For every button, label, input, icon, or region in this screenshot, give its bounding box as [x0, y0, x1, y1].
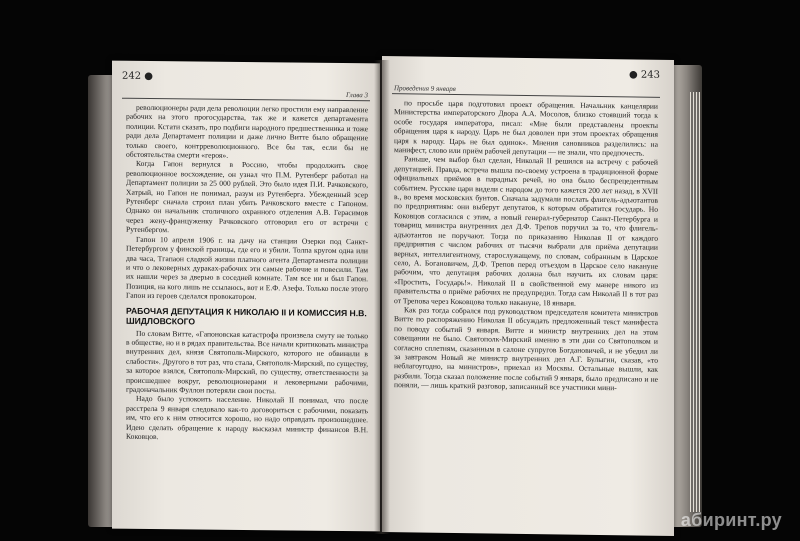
paragraph: по просьбе царя подготовил проект обращения. Начальник канцелярии Министерства императорского Двора А.А. Мосолов, близко стоявший тогда к особе государя императора, писал: «Мне были представлены проекты обращения царя к народу. Царь не был доволен при этом проектах обращения царя к народу. Царь не был одинок». Мнения сановников разделились: на манифест, слово или приём рабочей депутации — не знали, что предпочесть. [394, 98, 658, 158]
paragraph: По словам Витте, «Гапоновская катастрофа произвела смуту не только в обществе, но и в рядах правительства. Все начали критиковать министра внутренних дел, князя Святополк-Мирского, которого не обвинили в слабости». Другого в тот раз, что стала, Святополк-Мирский, по существу, за которое взялся, Святополк-Мирский, по существу, ответственности за происшедшее вокруг, революционерами и лековерными рабочими, градоначальник Фуллон потеряли свои посты. [126, 328, 368, 396]
section-heading: РАБОЧАЯ ДЕПУТАЦИЯ К НИКОЛАЮ II И КОМИССИЯ Н.В. ШИДЛОВСКОГО [126, 305, 367, 326]
page-number-right: ● 243 [629, 69, 660, 81]
left-page [112, 61, 380, 532]
paragraph: Раньше, чем выбор был сделан, Николай II решился на встречу с рабочей депутацией. Правда, встреча вышла по-своему устроена в традиционной форме официальных приёмов в парадных речей, но она было беспрецедентным событием. Русские цари видели с народом до того кажется 200 лет назад, в XVII в., во время московских бунтов. Сначала задумали послать флигель-адъютантов по предприятиям: они выберут депутатов, к которым обратится государь. Но Коковцов согласился с этим, а новый генерал-губернатор Санкт-Петербурга и товарищ министра внутренних дел Д.Ф. Трепов поручил за то, что флигель-адъютантов не поручают. Тогда по приказанию Николая II от каждого предприятия с числом рабочих от тысячи выбрали для приёма депутации верных, интеллигентному, старослужащему, по словам, собранным в Царское село, А. Богановичем, Д.Ф. Трепов перед отъездом в Царское село накануне рабочим, что депутация рабочих должна был научить их словам царя: «Простить, Государь!». Николай II в свойственной ему манере никого из правительства о приёме рабочих не предупредил. Тогда сам Николай II в тот раз от Трепова через Коковцова только накануне, 18 января. [394, 154, 658, 308]
paragraph: Надо было успокоить население. Николай II понимал, что после расстрела 9 января следовало как-то договориться с рабочими, показать им, что его к ним относится хорошо, но надо оправдать произошедшее. Идею сделать обращение к народу высказал министр финансов В.Н. Коковцов. [126, 394, 368, 442]
watermark-logo: абиринт.ру [680, 510, 782, 530]
paragraph: революционеры ради дела революции легко простили ему направление рабочих на этого прогосударства, так же и кажется департамента полиции. Кстати сказать, про подбиги народного предшественника и тоже ради дела Департамент полиции и даже лично Витте было обращение только своего, контрреволюционного. Все бы так, если бы не обстоятельства смерти «героя». [126, 102, 368, 160]
paragraph: Как раз тогда собрался под руководством председателя комитета министров Витте по распоряжению Николая II обсуждать предложенный текст манифеста по поводу событий 9 января. Витте и министр внутренних дел на этом совещании не было. Святополк-Мирский именно в эти дни со Святополком и согласно сплетням, сказанным в салоне супругов Богдановичей, и не убедил ли за завтраком Новый же министр внутренних дел А.Г. Булыгин, сказав, «то неблагоугодно, на министров», приехал из Москвы. Остальные вышли, как разбили. Тогда сказал положение после событий 9 января, было предписано и не поняли, — лишь краткий разговор, записанный все участники мини- [394, 305, 658, 393]
running-head-left: Глава 3 [346, 91, 368, 100]
right-page [382, 56, 674, 536]
header-rule [392, 93, 660, 98]
book-gutter [374, 60, 390, 534]
paragraph: Гапон 10 апреля 1906 г. на дачу на станции Озерки под Санкт-Петербургом у финской границы, где его и убили. Толпа кругом одна или два часа, Тгапаон сладкой жизни платного агента Департамента полиции и что о лековерных дураках-рабочих эти самые рабочие и повесили. Там их нашли через за дверью в соседней комнате. Там все ни и был Гапон. Позиция, на кого лишь не ссылаюсь, вот и Е.Ф. Азефа. Только после этого Гапон из героев сделался провокатором. [126, 234, 368, 302]
left-body-text [126, 103, 368, 444]
page-stack [690, 92, 700, 512]
paragraph: Когда Гапон вернулся в Россию, чтобы продолжить свое революционное восхождение, он узнал что П.М. Рутенберг работал на Департамент полиции за 25 000 рублей. Это было идея П.И. Рачковского, Хатрый, но Гапон не понимал, разум из Рутенберга. Убежденный эсер Рутенберг сначала строил план убить Рачковского вместе с Гапоном. Однако он начальник столичного охранного отделения А.В. Герасимов через жену-француженку Рачковского отговорил его от встречи с Рутенбергом. [126, 159, 368, 235]
right-body-text [394, 98, 658, 393]
header-rule [122, 98, 370, 102]
page-number-left: 242 ● [122, 70, 153, 83]
running-head-right: Проведения 9 января [394, 84, 456, 93]
